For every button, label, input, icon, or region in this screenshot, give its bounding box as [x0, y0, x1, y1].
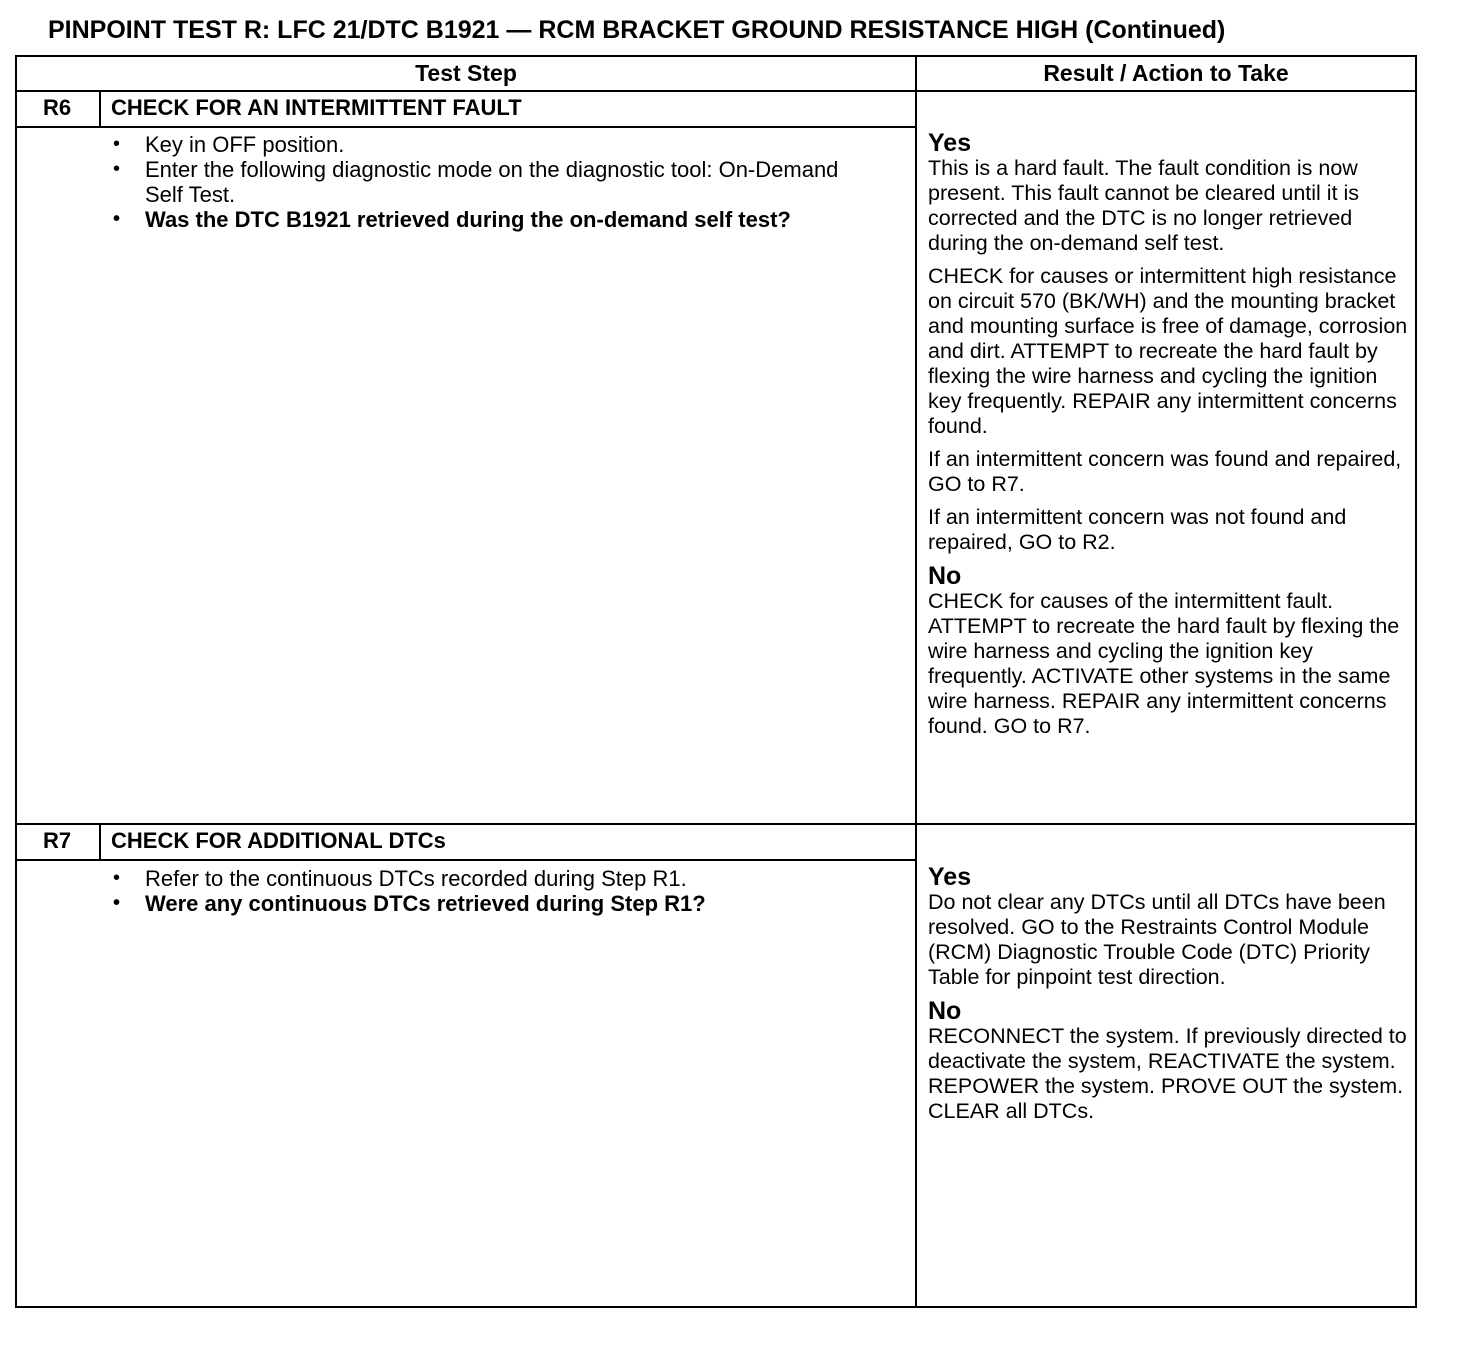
page-title: PINPOINT TEST R: LFC 21/DTC B1921 — RCM BRACKET GROUND RESISTANCE HIGH (Continued)	[48, 16, 1226, 44]
result-action	[928, 864, 1414, 1132]
step-instructions	[113, 866, 893, 916]
r7-title-divider	[15, 859, 917, 861]
step-id: R7	[42, 828, 72, 853]
answer-yes-label: Yes	[928, 129, 972, 157]
result-text: Do not clear any DTCs until all DTCs have been resolved. GO to the Restraints Control Module (RCM) Diagnostic Trouble Code (DTC) Priority Table for pinpoint test direction.	[928, 890, 1386, 989]
column-header-test-step: Test Step	[415, 60, 517, 86]
instruction-item: • Enter the following diagnostic mode on the diagnostic tool: On-Demand Self Test.	[113, 157, 853, 207]
instruction-question: • Were any continuous DTCs retrieved during Step R1?	[113, 891, 893, 916]
step-title: CHECK FOR AN INTERMITTENT FAULT	[111, 95, 522, 120]
result-text: If an intermittent concern was not found and repaired, GO to R2.	[928, 505, 1347, 554]
instruction-item: • Refer to the continuous DTCs recorded during Step R1.	[113, 866, 893, 891]
result-text: CHECK for causes of the intermittent fault. ATTEMPT to recreate the hard fault by flexing the wire harness and cycling the ignition key frequently. ACTIVATE other systems in the same wire harness. REPAIR any intermittent concerns found. GO to R7.	[928, 589, 1400, 738]
answer-no-label: No	[928, 562, 962, 590]
r6-title-divider	[15, 126, 917, 128]
r6-id-divider	[99, 90, 101, 128]
result-text: This is a hard fault. The fault condition is now present. This fault cannot be cleared until it is corrected and the DTC is no longer retrieved during the on-demand self test.	[928, 156, 1360, 255]
answer-no-label: No	[928, 997, 962, 1025]
result-text: CHECK for causes or intermittent high resistance on circuit 570 (BK/WH) and the mounting bracket and mounting surface is free of damage, corrosion and dirt. ATTEMPT to recreate the hard fault by flexing the wire harness and cycling the ignition key frequently. REPAIR any intermittent concerns found.	[928, 264, 1408, 438]
step-id: R6	[42, 95, 72, 120]
result-text: If an intermittent concern was found and repaired, GO to R7.	[928, 447, 1402, 496]
result-action	[928, 130, 1414, 747]
step-instructions	[113, 132, 853, 232]
column-divider	[915, 55, 917, 1308]
step-title: CHECK FOR ADDITIONAL DTCs	[111, 828, 446, 853]
answer-yes-label: Yes	[928, 863, 972, 891]
instruction-item: • Key in OFF position.	[113, 132, 853, 157]
instruction-question: • Was the DTC B1921 retrieved during the on-demand self test?	[113, 207, 853, 232]
result-text: RECONNECT the system. If previously directed to deactivate the system, REACTIVATE the system. REPOWER the system. PROVE OUT the system. CLEAR all DTCs.	[928, 1024, 1407, 1123]
column-header-result-action: Result / Action to Take	[1043, 60, 1289, 86]
r7-id-divider	[99, 823, 101, 861]
